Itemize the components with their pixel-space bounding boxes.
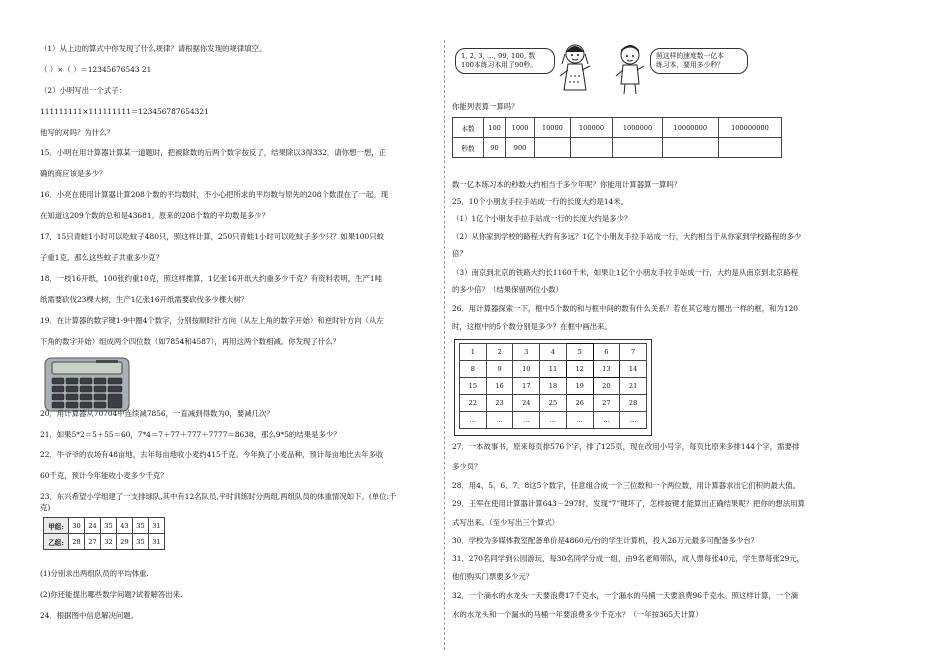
calculator-icon — [44, 357, 130, 412]
table-cell: 甲组: — [44, 518, 69, 534]
text-line: （2）从你家到学校的路程大约有多远？1亿个小朋友手拉手站成一行，大约相当于从你家到学校路程的多少 — [452, 232, 802, 241]
grid-cell: 16 — [486, 378, 513, 395]
grid-cell: … — [513, 412, 540, 429]
grid-cell: 2 — [486, 344, 513, 361]
grid-cell: … — [486, 412, 513, 429]
text-line: 他们购买门票要多少元？ — [452, 572, 534, 581]
text-line: (1)分别求出两组队员的平均体重. — [40, 569, 149, 578]
grid-cell: 24 — [513, 395, 540, 412]
table-cell: 29 — [117, 534, 133, 550]
grid-cell: 1 — [460, 344, 487, 361]
bubble-text: 练习本，要用多少秒？ — [656, 61, 724, 69]
text-line: 29．王军在使用计算器计算643－297时，发现“7”键坏了，怎样按键才能算出正确结果呢？把你的想法用算 — [452, 499, 805, 508]
text-line: 16．小亮在使用计算器计算208个数的平均数时，不小心把所求的平均数与原先的208个数混在了一起。现 — [40, 190, 389, 199]
girl-figure-icon — [558, 40, 592, 96]
text-line: （1）从上边的算式中你发现了什么规律？请根据你发现的规律填空。 — [40, 44, 267, 53]
table-cell: 秒数 — [453, 138, 484, 158]
grid-cell: … — [566, 412, 593, 429]
text-line: 111111111×111111111＝123456787654321 — [40, 107, 209, 116]
table-row — [460, 361, 647, 378]
table-cell: 30 — [69, 518, 85, 534]
text-line: 克) — [40, 503, 51, 512]
text-line: 30．学校为多媒体教室配备单价是4860元/台的学生计算机，投入26万元最多可配备多少台？ — [452, 536, 759, 545]
text-line: 23．东兴希望小学组建了一支排球队,其中有12名队员,平时训练时分两组,两组队员的体重情况如下。(单位:千 — [40, 492, 397, 501]
table-cell: 100000 — [570, 118, 613, 138]
bubble-text: 照这样的速度数一亿本 — [656, 52, 724, 60]
grid-cell: 3 — [513, 344, 540, 361]
grid-cell: 21 — [620, 378, 647, 395]
grid-cell: 27 — [593, 395, 620, 412]
text-line: 确的商应该是多少？ — [40, 169, 107, 178]
table-row — [460, 344, 647, 361]
table-cell: 35 — [133, 518, 149, 534]
table-cell: 32 — [101, 534, 117, 550]
text-line: 21．如果5*2＝5＋55＝60，7*4＝7＋77＋777＋7777＝8638，那么9*5的结果是多少？ — [40, 430, 341, 439]
table-cell: 1000 — [506, 118, 535, 138]
grid-cell: 10 — [513, 361, 540, 378]
table-cell: 900 — [506, 138, 535, 158]
grid-cell: 19 — [566, 378, 593, 395]
table-cell: 27 — [85, 534, 101, 550]
table-cell: 31 — [149, 518, 165, 534]
grid-cell: 18 — [540, 378, 567, 395]
text-line: 27．一本故事书，原来每页排576个字，排了125页，现在改用小号字，每页比原来多排144个字，需要排 — [452, 442, 800, 451]
text-line: 他写的对吗？为什么？ — [40, 128, 114, 137]
grid-cell: 20 — [593, 378, 620, 395]
table-cell: 10000 — [535, 118, 571, 138]
text-line: 的多少倍？（结果保留两位小数） — [452, 285, 563, 294]
grid-cell: 6 — [593, 344, 620, 361]
text-line: （1）1亿个小朋友手拉手站成一行的长度大约是多少？ — [452, 214, 632, 223]
table-row — [44, 518, 165, 534]
text-line: 20．用计算器从70704中连续减7856，一直减到得数为0，要减几次？ — [40, 409, 274, 418]
text-line: 31．270名同学到公园游玩，每30名同学分成一组，由9名老师带队，成人票每张40元，学生票每张29元， — [452, 554, 805, 563]
text-line: 17．15只青蛙1小时可以吃蚊子480只，照这样计算，250只青蛙1小时可以吃蚊子多少只？如果100只蚊 — [40, 232, 384, 241]
number-grid — [459, 343, 647, 429]
text-line: 19．在计算器的数字键1-9中圈4个数字，分别按顺时针方向（从左上角的数字开始）和逆时针方向（从左 — [40, 316, 384, 325]
right-column — [452, 0, 870, 672]
table-cell — [662, 138, 718, 158]
text-line: （2）小明写出一个式子： — [40, 86, 127, 95]
speech-bubble-left — [455, 48, 555, 74]
table-cell — [570, 138, 613, 158]
table-row — [44, 534, 165, 550]
text-line: 26．用计算器探索一下，框中5个数的和与框中间的数有什么关系？若在其它地方圈出一样的框，和为120 — [452, 304, 799, 313]
grid-cell: … — [620, 412, 647, 429]
text-line: 28．用4、5、6、7、8这5个数字，任意组合成一个三位数和一个两位数，用计算器求出它们积的最大值。 — [452, 481, 801, 490]
grid-cell: 15 — [460, 378, 487, 395]
boy-figure-icon — [614, 42, 646, 96]
grid-cell: 4 — [540, 344, 567, 361]
table-row — [460, 378, 647, 395]
text-line: （3）南京到北京的铁路大约长1160千米，如果让1亿个小朋友手拉手站成一行，大约是从南京到北京路程 — [452, 268, 799, 277]
grid-cell: 5 — [566, 344, 593, 361]
text-line: 时，这框中的5个数分别是多少？在框中画出来。 — [452, 322, 612, 331]
speech-bubble-right — [650, 48, 748, 74]
table-cell — [613, 138, 662, 158]
table-cell — [535, 138, 571, 158]
table-cell: 100000000 — [718, 118, 781, 138]
text-line: 32．一个滴水的水龙头一天要浪费17千克水，一个漏水的马桶一天要浪费96千克水。照这样计算，一个滴 — [452, 591, 799, 600]
table-cell: 31 — [149, 534, 165, 550]
text-line: 多少页？ — [452, 462, 482, 471]
table-cell: 100 — [484, 118, 506, 138]
table-cell: 本数 — [453, 118, 484, 138]
count-table — [452, 117, 782, 158]
grid-cell: 22 — [460, 395, 487, 412]
grid-cell: … — [593, 412, 620, 429]
text-line: 22．牛爷爷的农场有48亩地，去年每亩地收小麦约415千克。今年换了小麦品种，预计每亩地比去年多收 — [40, 450, 384, 459]
text-line: 数一亿本练习本的秒数大约相当于多少年呢？你能用计算器算一算吗？ — [452, 180, 682, 189]
table-row — [453, 118, 782, 138]
grid-cell: 11 — [540, 361, 567, 378]
table-row — [460, 395, 647, 412]
bubble-text: 1, 2, 3, …, 99, 100, 数 — [461, 52, 536, 60]
text-line: 在知道这209个数的总和是43681。原来的208个数的平均数是多少？ — [40, 211, 270, 220]
table-cell: 28 — [69, 534, 85, 550]
text-line: (2)你还能提出哪些数学问题?试着解答出来. — [40, 590, 183, 599]
text-line: 18．一枝16开纸，100张约重10克，照这样推算，1亿张16开纸大约重多少千克？有资料表明，生产1吨 — [40, 274, 382, 283]
grid-cell: 17 — [513, 378, 540, 395]
grid-cell: 8 — [460, 361, 487, 378]
table-cell: 43 — [117, 518, 133, 534]
text-line: 15．小明在用计算器计算某一道题时，把被除数的后两个数字按反了，结果除以3得332．请你想一想，正 — [40, 148, 387, 157]
text-line: 水的水龙头和一个漏水的马桶一年要浪费多少千克水？（一年按365天计算） — [452, 610, 703, 619]
number-grid-frame — [454, 339, 652, 436]
table-cell: 24 — [85, 518, 101, 534]
text-line: 60千克，预计今年能收小麦多少千克？ — [40, 471, 168, 480]
table-cell: 35 — [133, 534, 149, 550]
text-line: 式写出来。（至少写出三个算式） — [452, 518, 560, 527]
grid-cell: 12 — [566, 361, 593, 378]
text-line: 25．10个小朋友手拉手站成一行的长度大约是14米。 — [452, 197, 629, 206]
text-line: 你能列表算一算吗？ — [452, 102, 519, 111]
grid-cell: 26 — [566, 395, 593, 412]
text-line: 24．根据图中信息解决问题。 — [40, 611, 139, 620]
text-line: 倍？ — [452, 249, 467, 258]
table-row — [460, 412, 647, 429]
text-line: 纸需要砍伐23棵大树，生产1亿张16开纸需要砍伐多少棵大树？ — [40, 295, 249, 304]
table-row — [453, 138, 782, 158]
table-cell: 1000000 — [613, 118, 662, 138]
grid-cell: … — [540, 412, 567, 429]
grid-cell: 13 — [593, 361, 620, 378]
grid-cell: 9 — [486, 361, 513, 378]
bubble-text: 100本练习本用了90秒。 — [461, 61, 537, 69]
text-line: 下角的数字开始）组成两个四位数（如7854和4587），再用这两个数相减。你发现了什么？ — [40, 337, 340, 346]
weight-table — [43, 517, 165, 550]
grid-cell: 23 — [486, 395, 513, 412]
grid-cell: 28 — [620, 395, 647, 412]
table-cell — [718, 138, 781, 158]
text-line: （ ）×（ ）＝12345676543 21 — [40, 65, 152, 74]
table-cell: 90 — [484, 138, 506, 158]
grid-cell: 7 — [620, 344, 647, 361]
table-cell: 35 — [101, 518, 117, 534]
grid-cell: … — [460, 412, 487, 429]
left-column — [40, 0, 458, 672]
table-cell: 乙组: — [44, 534, 69, 550]
grid-cell: 25 — [540, 395, 567, 412]
grid-cell: 14 — [620, 361, 647, 378]
table-cell: 10000000 — [662, 118, 718, 138]
text-line: 子重1克，那么这些蚊子共重多少克？ — [40, 253, 163, 262]
